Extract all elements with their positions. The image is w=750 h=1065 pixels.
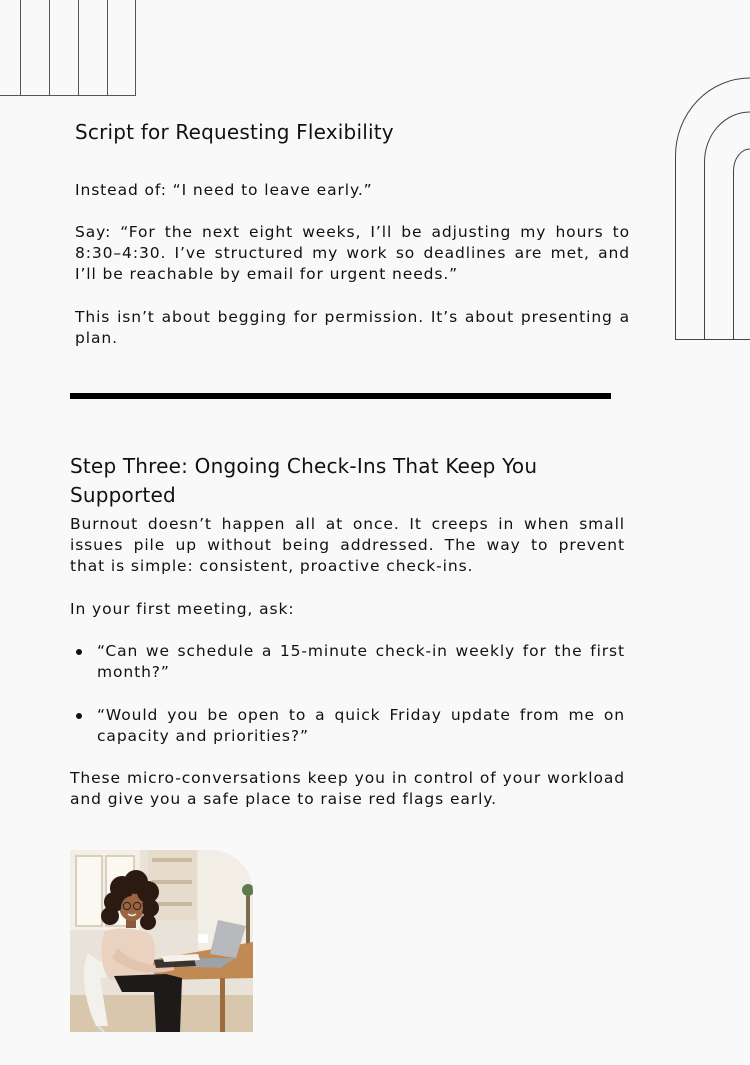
bullet-icon <box>76 713 82 719</box>
section-title-check-ins: Step Three: Ongoing Check-Ins That Keep You Supported <box>70 454 538 507</box>
closing-paragraph: These micro-conversations keep you in control of your workload and give you a safe place to raise red flags early. <box>70 769 625 808</box>
question-list <box>70 705 625 747</box>
list-item-text: “Would you be open to a quick Friday update from me on capacity and priorities?” <box>97 706 625 745</box>
list-item <box>70 705 625 747</box>
say-paragraph: Say: “For the next eight weeks, I’ll be adjusting my hours to 8:30–4:30. I’ve structured my work so deadlines are met, and I’ll be reachable by email for urgent needs.” <box>75 223 630 283</box>
list-item <box>70 641 625 683</box>
instead-of-paragraph: Instead of: “I need to leave early.” <box>75 181 373 199</box>
decorative-arches <box>675 76 750 340</box>
bullet-icon <box>76 649 82 655</box>
first-meeting-lead: In your first meeting, ask: <box>70 600 295 618</box>
list-item-text: “Can we schedule a 15-minute check-in weekly for the first month?” <box>97 642 625 681</box>
plan-note-paragraph: This isn’t about begging for permission. It’s about presenting a plan. <box>75 308 630 347</box>
decorative-grid-lines <box>0 0 136 96</box>
woman-at-laptop-photo <box>70 850 253 1032</box>
section-divider <box>70 393 611 399</box>
question-list <box>70 641 625 683</box>
burnout-intro-paragraph: Burnout doesn’t happen all at once. It creeps in when small issues pile up without being addressed. The way to prevent that is simple: consistent, proactive check-ins. <box>70 515 625 575</box>
section-title-flexibility: Script for Requesting Flexibility <box>75 120 394 144</box>
